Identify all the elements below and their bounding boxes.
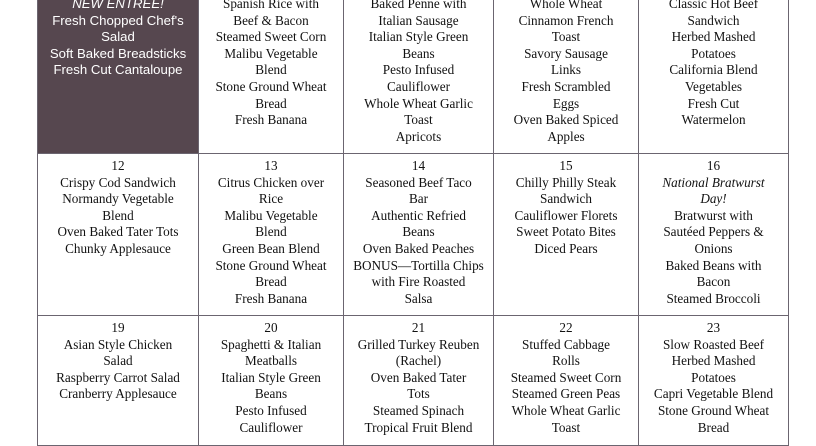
menu-item-line: Oven Baked Spiced — [513, 112, 619, 128]
menu-item-line: Bread — [697, 419, 730, 435]
day-number: 23 — [706, 320, 721, 335]
menu-item-line: Baked Beans with — [665, 257, 762, 273]
menu-item-line: Beans — [254, 386, 288, 402]
menu-item-line: Steamed Sweet Corn — [510, 369, 622, 385]
menu-item-line: Beans — [402, 45, 435, 61]
menu-item-line: Stone Ground Wheat — [215, 78, 327, 94]
menu-item-line: Asian Style Chicken — [63, 336, 173, 352]
menu-item-line: Cauliflower — [387, 78, 450, 94]
menu-item-line: Spaghetti & Italian — [220, 336, 322, 352]
menu-item-line: Stone Ground Wheat — [215, 257, 327, 273]
menu-item-line: Fresh Chopped Chef's — [52, 12, 184, 28]
menu-item-line: Oven Baked Peaches — [362, 240, 475, 256]
menu-item-line: Salsa — [404, 290, 433, 306]
menu-item-line: Green Bean Blend — [222, 240, 320, 256]
menu-item-line: Sandwich — [539, 191, 592, 207]
menu-item-line: Links — [550, 62, 582, 78]
menu-item-line: Fresh Scrambled — [521, 78, 611, 94]
menu-item-line: Bread — [255, 274, 287, 290]
menu-item-line: Malibu Vegetable — [224, 45, 318, 61]
menu-item-line: Slow Roasted Beef — [662, 336, 765, 352]
menu-item-line: Malibu Vegetable — [224, 207, 318, 223]
menu-item-line: Herbed Mashed — [671, 29, 756, 45]
menu-item-line: Onions — [694, 240, 733, 256]
menu-item-line: Toast — [551, 29, 581, 45]
menu-item-line: Meatballs — [244, 353, 297, 369]
menu-item-line: Blend — [102, 207, 134, 223]
menu-item-line: Rice — [258, 191, 284, 207]
menu-item-line: Blend — [255, 62, 287, 78]
menu-item-line: Stuffed Cabbage — [521, 336, 611, 352]
day-number: 19 — [111, 320, 125, 335]
menu-item-line: Whole Wheat Garlic — [364, 95, 473, 111]
menu-item-line: Bratwurst with — [674, 207, 753, 223]
menu-item-line: Savory Sausage — [524, 45, 608, 61]
menu-item-line: Watermelon — [681, 112, 746, 128]
menu-item-line: Cranberry Applesauce — [59, 386, 177, 402]
menu-item-line: Sautéed Peppers & — [663, 224, 764, 240]
menu-item-line: Salad — [103, 353, 133, 369]
menu-item-line: California Blend — [669, 62, 758, 78]
menu-item-line: Cinnamon French — [518, 12, 614, 28]
menu-item-line: Bread — [255, 95, 287, 111]
menu-item-line: Oven Baked Tater — [370, 369, 467, 385]
day-number: 15 — [559, 158, 573, 173]
menu-item-line: Capri Vegetable Blend — [653, 386, 774, 402]
menu-item-line: Steamed Green Peas — [511, 386, 621, 402]
menu-item-line: (Rachel) — [395, 353, 442, 369]
menu-item-line: Baked Penne with — [370, 0, 467, 11]
menu-day-cell — [37, 316, 199, 446]
menu-item-line: Blend — [255, 224, 287, 240]
menu-item-line: Beans — [402, 224, 435, 240]
menu-item-line: Eggs — [552, 95, 580, 111]
menu-item-line: Steamed Broccoli — [666, 290, 761, 306]
menu-item-line: Normandy Vegetable — [62, 191, 174, 207]
menu-item-line: Potatoes — [691, 369, 736, 385]
menu-item-line: Crispy Cod Sandwich — [60, 174, 176, 190]
day-number: 22 — [559, 320, 573, 335]
menu-item-line: National Bratwurst — [662, 174, 765, 190]
menu-day-cell — [494, 154, 639, 316]
day-number: 14 — [411, 158, 426, 173]
menu-item-line: with Fire Roasted — [371, 274, 466, 290]
menu-day-cell — [494, 0, 639, 154]
menu-item-line: Fresh Banana — [234, 290, 308, 306]
menu-item-line: Toast — [404, 112, 433, 128]
menu-day-cell — [37, 154, 199, 316]
menu-day-cell — [199, 316, 344, 446]
menu-item-line: Tots — [407, 386, 430, 402]
menu-item-line: Pesto Infused — [382, 62, 455, 78]
menu-item-line: Apples — [547, 128, 585, 144]
menu-item-line: Tropical Fruit Blend — [364, 419, 473, 435]
day-number: 20 — [264, 320, 278, 335]
menu-item-line: Cauliflower — [239, 419, 303, 435]
day-number: 13 — [264, 158, 278, 173]
menu-item-line: Sandwich — [687, 12, 740, 28]
day-number: 16 — [706, 158, 721, 173]
menu-item-line: Sweet Potato Bites — [516, 224, 616, 240]
menu-day-cell — [199, 154, 344, 316]
menu-item-line: Grilled Turkey Reuben — [357, 336, 480, 352]
menu-item-line: Seasoned Beef Taco — [365, 174, 472, 190]
menu-item-line: NEW ENTREE! — [72, 0, 164, 11]
menu-item-line: Raspberry Carrot Salad — [56, 369, 180, 385]
menu-item-line: Authentic Refried — [371, 207, 466, 223]
menu-item-line: Herbed Mashed — [671, 353, 756, 369]
menu-day-cell — [639, 154, 789, 316]
menu-item-line: Fresh Cut — [687, 95, 740, 111]
menu-day-cell — [494, 316, 639, 446]
menu-item-line: Diced Pears — [534, 240, 598, 256]
menu-item-line: Chilly Philly Steak — [515, 174, 617, 190]
menu-item-line: Italian Style Green — [368, 29, 469, 45]
menu-day-cell — [37, 0, 199, 154]
menu-day-cell — [199, 0, 344, 154]
menu-item-line: Oven Baked Tater Tots — [57, 224, 179, 240]
menu-item-line: Whole Wheat — [529, 0, 603, 11]
menu-item-line: Steamed Spinach — [372, 402, 465, 418]
menu-item-line: Spanish Rice with — [223, 0, 319, 11]
menu-item-line: Stone Ground Wheat — [657, 402, 770, 418]
menu-item-line: Soft Baked Breadsticks — [49, 45, 187, 61]
menu-day-cell — [344, 0, 494, 154]
menu-item-line: Rolls — [552, 353, 580, 369]
menu-item-line: Toast — [551, 419, 581, 435]
menu-item-line: Apricots — [395, 128, 442, 144]
menu-item-line: Cauliflower Florets — [514, 207, 618, 223]
menu-day-cell — [639, 0, 789, 154]
menu-item-line: Vegetables — [684, 78, 743, 94]
menu-day-cell — [344, 316, 494, 446]
menu-item-line: BONUS—Tortilla Chips — [353, 257, 484, 273]
menu-item-line: Fresh Banana — [234, 112, 308, 128]
menu-item-line: Bacon — [696, 274, 731, 290]
menu-item-line: Citrus Chicken over — [217, 174, 325, 190]
menu-item-line: Italian Sausage — [378, 12, 459, 28]
menu-item-line: Potatoes — [691, 45, 736, 61]
menu-item-line: Steamed Sweet Corn — [215, 29, 327, 45]
menu-item-line: Classic Hot Beef — [668, 0, 759, 11]
day-number: 21 — [411, 320, 426, 335]
menu-item-line: Salad — [101, 29, 135, 45]
menu-item-line: Beef & Bacon — [233, 12, 309, 28]
menu-item-line: Italian Style Green — [221, 369, 321, 385]
menu-day-cell — [639, 316, 789, 446]
menu-item-line: Bar — [408, 191, 429, 207]
menu-item-line: Whole Wheat Garlic — [511, 402, 621, 418]
menu-item-line: Fresh Cut Cantaloupe — [53, 62, 183, 78]
menu-day-cell — [344, 154, 494, 316]
menu-item-line: Day! — [700, 191, 727, 207]
menu-item-line: Chunky Applesauce — [65, 240, 171, 256]
menu-item-line: Pesto Infused — [235, 402, 307, 418]
day-number: 12 — [111, 158, 125, 173]
